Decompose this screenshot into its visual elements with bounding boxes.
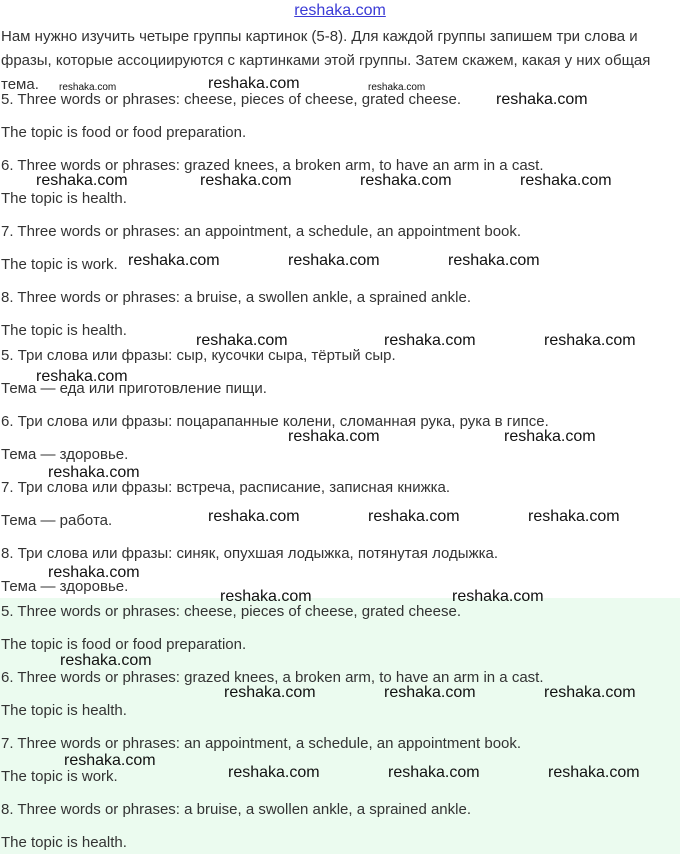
answer-line: 5. Три слова или фразы: сыр, кусочки сыра, тёртый сыр. — [1, 347, 396, 364]
watermark: reshaka.com — [528, 508, 620, 525]
answer-line: 8. Three words or phrases: a bruise, a swollen ankle, a sprained ankle. — [1, 289, 471, 306]
answer-line: Тема — работа. — [1, 512, 113, 529]
watermark: reshaka.com — [544, 684, 636, 701]
watermark: reshaka.com — [48, 464, 140, 481]
watermark: reshaka.com — [36, 368, 128, 385]
answer-line: 6. Три слова или фразы: поцарапанные колени, сломанная рука, рука в гипсе. — [1, 413, 549, 430]
watermark: reshaka.com — [360, 172, 452, 189]
answer-line: Тема — еда или приготовление пищи. — [1, 380, 267, 397]
answer-line: The topic is work. — [1, 768, 118, 785]
watermark: reshaka.com — [388, 764, 480, 781]
watermark: reshaka.com — [224, 684, 316, 701]
watermark: reshaka.com — [208, 508, 300, 525]
watermark: reshaka.com — [448, 252, 540, 269]
answer-line: 5. Three words or phrases: cheese, pieces of cheese, grated cheese. — [1, 91, 461, 108]
watermark: reshaka.com — [59, 82, 117, 93]
watermark: reshaka.com — [384, 332, 476, 349]
watermark: reshaka.com — [384, 684, 476, 701]
watermark: reshaka.com — [504, 428, 596, 445]
watermark: reshaka.com — [368, 82, 426, 93]
watermark: reshaka.com — [452, 588, 544, 605]
watermark: reshaka.com — [228, 764, 320, 781]
watermark: reshaka.com — [548, 764, 640, 781]
answer-line: 8. Three words or phrases: a bruise, a swollen ankle, a sprained ankle. — [1, 801, 471, 818]
answer-line: 5. Three words or phrases: cheese, pieces of cheese, grated cheese. — [1, 603, 461, 620]
answer-line: 6. Three words or phrases: grazed knees, a broken arm, to have an arm in a cast. — [1, 669, 544, 686]
watermark: reshaka.com — [48, 564, 140, 581]
answer-line: The topic is health. — [1, 322, 127, 339]
watermark: reshaka.com — [208, 75, 300, 92]
watermark: reshaka.com — [60, 652, 152, 669]
answer-line: Тема — здоровье. — [1, 446, 129, 463]
watermark: reshaka.com — [520, 172, 612, 189]
answer-line: 7. Three words or phrases: an appointment, a schedule, an appointment book. — [1, 735, 522, 752]
answer-line: Тема — здоровье. — [1, 578, 129, 595]
watermark: reshaka.com — [128, 252, 220, 269]
answer-line: 7. Три слова или фразы: встреча, расписание, записная книжка. — [1, 479, 451, 496]
task-intro: Нам нужно изучить четыре группы картинок (5-8). Для каждой группы запишем три слова и фразы, которые ассоциируются с картинками этой группы. Затем скажем, какая у них общая тема. — [1, 28, 651, 93]
answer-line: 8. Три слова или фразы: синяк, опухшая лодыжка, потянутая лодыжка. — [1, 545, 499, 562]
watermark: reshaka.com — [36, 172, 128, 189]
answer-line: The topic is health. — [1, 702, 127, 719]
watermark: reshaka.com — [64, 752, 156, 769]
answer-line: The topic is food or food preparation. — [1, 124, 247, 141]
watermark: reshaka.com — [368, 508, 460, 525]
answer-line: The topic is health. — [1, 190, 127, 207]
answer-line: The topic is food or food preparation. — [1, 636, 247, 653]
watermark: reshaka.com — [288, 428, 380, 445]
answer-line: The topic is health. — [1, 834, 127, 851]
watermark: reshaka.com — [196, 332, 288, 349]
answer-line: The topic is work. — [1, 256, 118, 273]
watermark: reshaka.com — [288, 252, 380, 269]
watermark: reshaka.com — [544, 332, 636, 349]
answer-line: 6. Three words or phrases: grazed knees, a broken arm, to have an arm in a cast. — [1, 157, 544, 174]
answer-line: 7. Three words or phrases: an appointment, a schedule, an appointment book. — [1, 223, 522, 240]
watermark: reshaka.com — [200, 172, 292, 189]
watermark: reshaka.com — [496, 91, 588, 108]
watermark: reshaka.com — [220, 588, 312, 605]
site-link[interactable]: reshaka.com — [294, 2, 386, 19]
